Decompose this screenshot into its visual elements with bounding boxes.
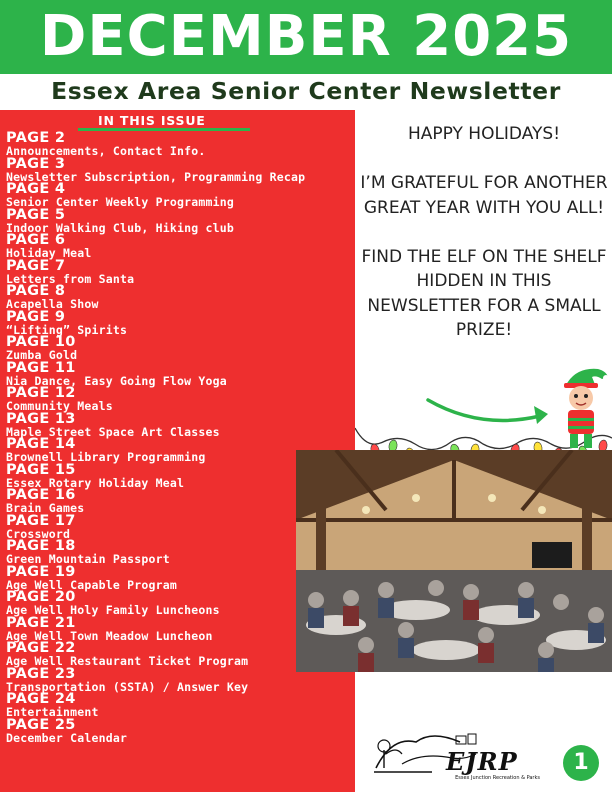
holiday-message [360,122,608,343]
toc-page-number: PAGE 12 [6,385,76,401]
toc-description: Community Meals [6,399,113,413]
toc-page-number: PAGE 14 [6,436,76,452]
toc-description: Age Well Town Meadow Luncheon [6,628,213,643]
toc-entry [6,285,351,311]
logo-wordmark: EJRP [446,747,518,776]
toc-description: Acapella Show [6,297,99,311]
newsletter-subtitle: Essex Area Senior Center Newsletter [51,77,561,105]
toc-description: Zumba Gold [6,348,78,362]
toc-description: Crossword [6,526,71,541]
toc-description: Nia Dance, Easy Going Flow Yoga [6,373,227,388]
toc-page-number: PAGE 2 [6,130,66,146]
toc-description: Age Well Restaurant Ticket Program [6,654,249,668]
toc-page-number: PAGE 17 [6,512,76,529]
toc-description: Age Well Capable Program [6,577,177,592]
page-number: 1 [563,745,599,781]
toc-description: Brain Games [6,501,85,515]
toc-page-number: PAGE 22 [6,640,76,656]
toc-description: Announcements, Contact Info. [6,144,206,158]
toc-description: Letters from Santa [6,271,135,286]
toc-description: Brownell Library Programming [6,450,206,464]
toc-page-number: PAGE 25 [6,716,76,733]
toc-description: Holiday Meal [6,246,92,260]
gratitude-note: I’M GRATEFUL FOR ANOTHER GREAT YEAR WITH YOU ALL! [360,173,608,218]
luncheon-photo [296,450,612,672]
toc-description: December Calendar [6,730,128,745]
toc-entry [6,716,351,745]
toc-entry [6,257,351,286]
toc-page-number: PAGE 9 [6,308,66,325]
toc-page-number: PAGE 8 [6,283,66,299]
heading-underline [78,128,250,131]
toc-entry [6,155,351,184]
toc-entry [6,132,351,158]
toc-entry [6,359,351,388]
toc-description: Entertainment [6,705,99,719]
toc-page-number: PAGE 13 [6,410,76,427]
toc-description: Maple Street Space Art Classes [6,424,220,439]
toc-entry [6,693,351,719]
toc-entry [6,410,351,439]
toc-entry [6,206,351,235]
elf-contest-note: FIND THE ELF ON THE SHELF HIDDEN IN THIS NEWSLETTER FOR A SMALL PRIZE! [361,246,607,340]
toc-page-number: PAGE 20 [6,589,76,605]
toc-page-number: PAGE 15 [6,461,76,478]
toc-entry [6,336,351,362]
toc-description: Senior Center Weekly Programming [6,195,234,209]
toc-page-number: PAGE 6 [6,232,66,248]
toc-page-number: PAGE 23 [6,665,76,682]
logo-tagline: Essex Junction Recreation & Parks [455,775,540,781]
toc-description: Green Mountain Passport [6,552,170,566]
toc-description: “Lifting” Spirits [6,322,128,337]
toc-page-number: PAGE 16 [6,487,76,503]
newsletter-title: DECEMBER 2025 [39,4,573,69]
toc-description: Newsletter Subscription, Programming Recap [6,169,306,184]
elf-icon [556,365,610,457]
toc-page-number: PAGE 10 [6,334,76,350]
toc-entry [6,234,351,260]
toc-description: Essex Rotary Holiday Meal [6,475,185,490]
toc-page-number: PAGE 24 [6,691,76,707]
toc-entry [6,308,351,337]
toc-page-number: PAGE 7 [6,257,66,274]
toc-page-number: PAGE 19 [6,563,76,580]
toc-entry [6,387,351,413]
in-this-issue-heading: IN THIS ISSUE [98,113,206,128]
toc-page-number: PAGE 18 [6,538,76,554]
toc-description: Transportation (SSTA) / Answer Key [6,679,249,694]
toc-description: Age Well Holy Family Luncheons [6,603,220,617]
toc-page-number: PAGE 5 [6,206,66,223]
toc-page-number: PAGE 21 [6,614,76,631]
toc-entry [6,183,351,209]
toc-page-number: PAGE 11 [6,359,76,376]
holiday-greeting: HAPPY HOLIDAYS! [407,124,561,144]
toc-page-number: PAGE 3 [6,155,66,172]
toc-page-number: PAGE 4 [6,181,66,197]
toc-description: Indoor Walking Club, Hiking club [6,220,234,235]
